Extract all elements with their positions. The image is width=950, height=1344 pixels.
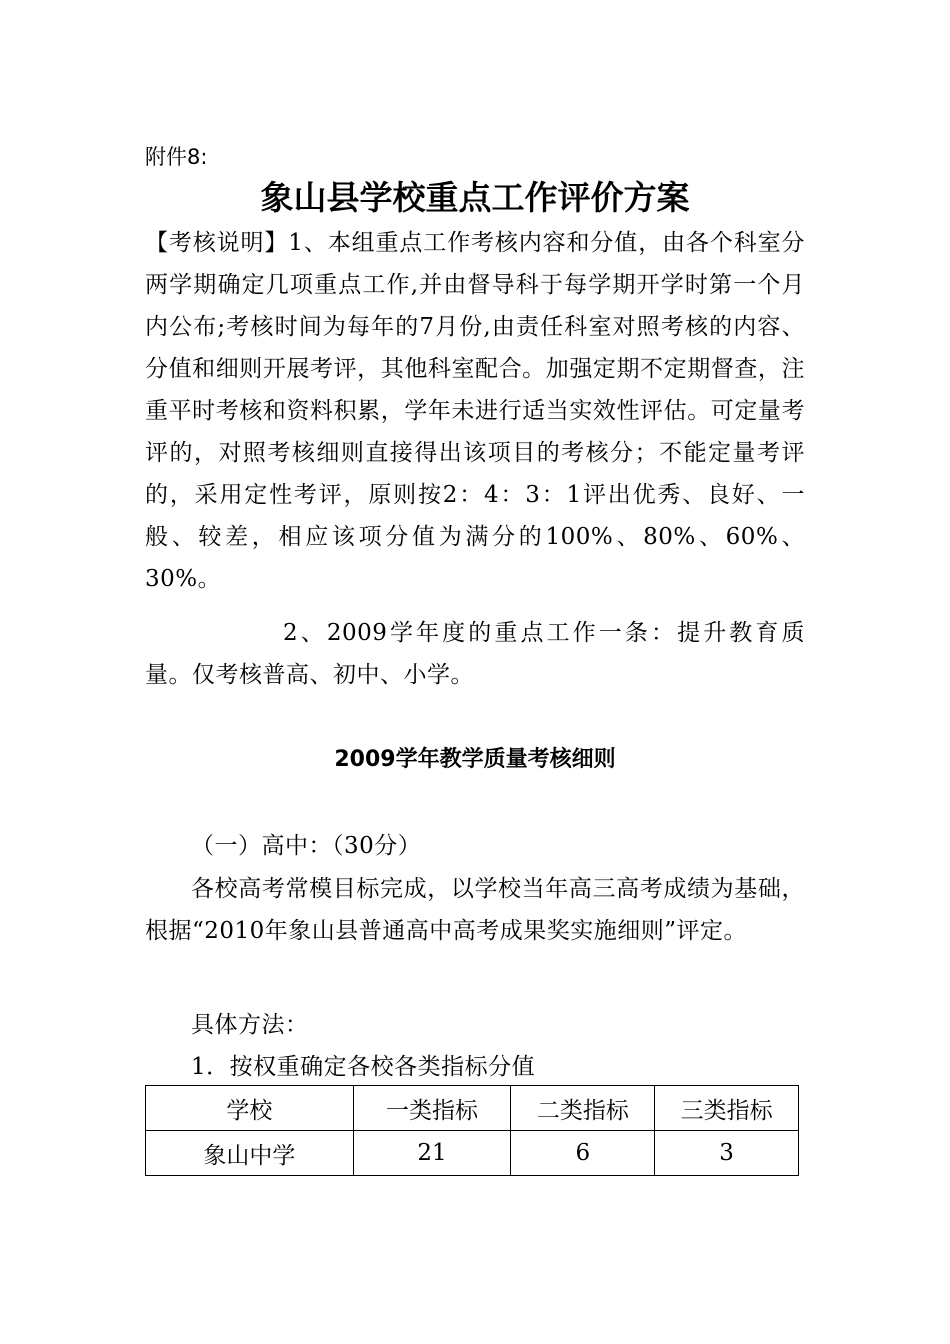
table-row (146, 1131, 799, 1176)
document-title: 象山县学校重点工作评价方案 (260, 178, 690, 217)
section-1-paragraph: 各校高考常模目标完成，以学校当年高三高考成绩为基础，根据“2010年象山县普通高中高考成果奖实施细则”评定。 (145, 876, 805, 944)
section-1-heading: （一）高中：（30分） (191, 833, 422, 859)
indicator-table (145, 1085, 799, 1176)
attachment-label: 附件8: (145, 145, 208, 169)
method-label: 具体方法： (191, 1012, 309, 1038)
table-cell: 3 (655, 1131, 799, 1176)
table-cell: 21 (353, 1131, 511, 1176)
table-header-cell: 一类指标 (353, 1086, 511, 1131)
intro-paragraph-2: 2、2009学年度的重点工作一条：提升教育质量。仅考核普高、初中、小学。 (145, 620, 805, 688)
intro-paragraph: 【考核说明】1、本组重点工作考核内容和分值，由各个科室分两学期确定几项重点工作,并由督导科于每学期开学时第一个月内公布;考核时间为每年的7月份,由责任科室对照考核的内容、分值和细则开展考评，其他科室配合。加强定期不定期督查，注重平时考核和资料积累，学年未进行适当实效性评估。可定量考评的，对照考核细则直接得出该项目的考核分；不能定量考评的，采用定性考评，原则按2：4：3：1评出优秀、良好、一般、较差，相应该项分值为满分的100%、80%、60%、30%。 (145, 230, 805, 592)
table-header-cell: 三类指标 (655, 1086, 799, 1131)
table-header-cell: 二类指标 (511, 1086, 655, 1131)
step-1-label: 1．按权重确定各校各类指标分值 (191, 1054, 536, 1080)
section-title: 2009学年教学质量考核细则 (334, 747, 616, 772)
table-cell: 象山中学 (146, 1131, 354, 1176)
table-cell: 6 (511, 1131, 655, 1176)
table-header-row (146, 1086, 799, 1131)
table-header-cell: 学校 (146, 1086, 354, 1131)
